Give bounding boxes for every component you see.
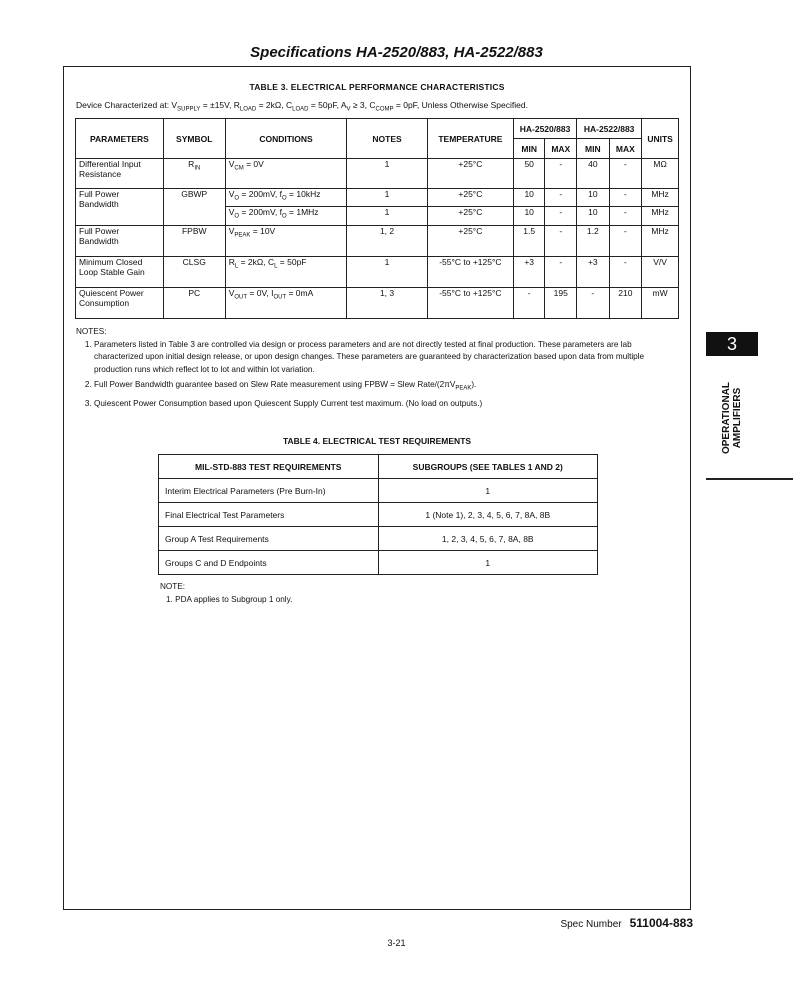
- table-row: [76, 226, 679, 257]
- param-cell: Differential Input Resistance: [76, 159, 164, 189]
- electrical-performance-table: [75, 118, 679, 319]
- temperature-cell: -55°C to +125°C: [427, 257, 513, 288]
- max-cell: -: [545, 257, 577, 288]
- table-row: [76, 189, 679, 207]
- min-cell: 1.2: [577, 226, 609, 257]
- table4-title: TABLE 4. ELECTRICAL TEST REQUIREMENTS: [282, 436, 472, 446]
- requirement-cell: Group A Test Requirements: [159, 527, 379, 551]
- table4-header-row: [159, 455, 598, 479]
- header-parameters: PARAMETERS: [76, 119, 164, 159]
- temperature-cell: +25°C: [427, 159, 513, 189]
- table4-note-heading: NOTE:: [160, 582, 186, 591]
- subgroup-cell: 1 (Note 1), 2, 3, 4, 5, 6, 7, 8A, 8B: [378, 503, 597, 527]
- units-cell: MΩ: [642, 159, 679, 189]
- header-test-requirements: MIL-STD-883 TEST REQUIREMENTS: [159, 455, 379, 479]
- units-cell: MHz: [642, 207, 679, 226]
- symbol-cell: $R_{IN}$: [163, 159, 225, 189]
- max-cell: -: [545, 226, 577, 257]
- max-cell: -: [609, 257, 642, 288]
- section-label-line-2: AMPLIFIERS: [732, 387, 743, 449]
- subgroup-cell: 1: [378, 479, 597, 503]
- notes-cell: 1: [347, 159, 428, 189]
- spec-number: Spec Number 511004-883: [560, 916, 693, 930]
- electrical-test-requirements-table: [158, 454, 598, 575]
- max-cell: 195: [545, 288, 577, 319]
- min-cell: 10: [577, 207, 609, 226]
- max-cell: -: [609, 207, 642, 226]
- max-cell: -: [609, 159, 642, 189]
- temperature-cell: +25°C: [427, 226, 513, 257]
- note-2: 2. Full Power Bandwidth guarantee based on Slew Rate measurement using FPBW = Slew Rate/$(2\pi V_{PEAK})$.: [94, 379, 682, 395]
- min-cell: 10: [513, 207, 545, 226]
- subgroup-cell: 1, 2, 3, 4, 5, 6, 7, 8A, 8B: [378, 527, 597, 551]
- temperature-cell: -55°C to +125°C: [427, 288, 513, 319]
- notes-cell: 1: [347, 189, 428, 207]
- param-cell: Full Power Bandwidth: [76, 189, 164, 226]
- min-cell: 1.5: [513, 226, 545, 257]
- subgroup-cell: 1: [378, 551, 597, 575]
- header-ha2522: HA-2522/883: [577, 119, 642, 139]
- note-1: 1. Parameters listed in Table 3 are controlled via design or process parameters and are not directly tested at final production. These parameters are lab characterized upon initial design release, or upon design changes. These parameters are guaranteed by characterization based upon data from multiple production runs which reflect lot to lot and within lot variation.: [94, 339, 682, 377]
- temperature-cell: +25°C: [427, 207, 513, 226]
- min-cell: 10: [513, 189, 545, 207]
- table-row: [159, 527, 598, 551]
- header-temperature: TEMPERATURE: [427, 119, 513, 159]
- table-row: [76, 159, 679, 189]
- requirement-cell: Final Electrical Test Parameters: [159, 503, 379, 527]
- table-row: [159, 551, 598, 575]
- notes-cell: 1: [347, 257, 428, 288]
- conditions-cell: $V_{PEAK} = 10V$: [225, 226, 347, 257]
- table3-conditions: Device Characterized at: $V_{SUPPLY} = \pm 15V$, $R_{LOAD} = 2k\Omega$, $C_{LOAD} = 50pF$, $A_V \ge 3$, $C_{COMP} = 0pF$, Unless Otherwise Specified.: [76, 100, 528, 113]
- min-cell: +3: [577, 257, 609, 288]
- page-number: 3-21: [387, 938, 406, 948]
- min-cell: 40: [577, 159, 609, 189]
- table-row: [159, 479, 598, 503]
- max-cell: 210: [609, 288, 642, 319]
- max-cell: -: [609, 226, 642, 257]
- header-max-1: MAX: [545, 139, 577, 159]
- min-cell: 10: [577, 189, 609, 207]
- table-row: [76, 257, 679, 288]
- header-symbol: SYMBOL: [163, 119, 225, 159]
- param-cell: Minimum Closed Loop Stable Gain: [76, 257, 164, 288]
- symbol-cell: CLSG: [163, 257, 225, 288]
- header-min-1: MIN: [513, 139, 545, 159]
- header-subgroups: SUBGROUPS (SEE TABLES 1 AND 2): [378, 455, 597, 479]
- min-cell: 50: [513, 159, 545, 189]
- conditions-cell: $V_O = 200mV$, $f_O = 1MHz$: [225, 207, 347, 226]
- section-label-line-1: OPERATIONAL: [721, 381, 732, 455]
- min-cell: -: [577, 288, 609, 319]
- min-cell: -: [513, 288, 545, 319]
- header-notes: NOTES: [347, 119, 428, 159]
- conditions-cell: $V_{OUT} = 0V$, $I_{OUT} = 0mA$: [225, 288, 347, 319]
- requirement-cell: Groups C and D Endpoints: [159, 551, 379, 575]
- table4-note: [160, 580, 292, 606]
- note-3: 3. Quiescent Power Consumption based upon Quiescent Supply Current test maximum. (No load on outputs.): [94, 398, 682, 411]
- max-cell: -: [545, 207, 577, 226]
- conditions-cell: $R_L = 2k\Omega$, $C_L = 50pF$: [225, 257, 347, 288]
- table3-title: TABLE 3. ELECTRICAL PERFORMANCE CHARACTERISTICS: [249, 82, 505, 92]
- section-label-tab: [706, 358, 758, 478]
- units-cell: mW: [642, 288, 679, 319]
- units-cell: MHz: [642, 226, 679, 257]
- requirement-cell: Interim Electrical Parameters (Pre Burn-In): [159, 479, 379, 503]
- table4-note-1: 1. PDA applies to Subgroup 1 only.: [166, 595, 293, 604]
- symbol-cell: FPBW: [163, 226, 225, 257]
- header-min-2: MIN: [577, 139, 609, 159]
- section-tab-divider: [706, 478, 793, 480]
- min-cell: +3: [513, 257, 545, 288]
- header-units: UNITS: [642, 119, 679, 159]
- conditions-cell: $V_O = 200mV$, $f_O = 10kHz$: [225, 189, 347, 207]
- temperature-cell: +25°C: [427, 189, 513, 207]
- header-conditions: CONDITIONS: [225, 119, 347, 159]
- notes-cell: 1: [347, 207, 428, 226]
- table-row: [159, 503, 598, 527]
- notes-heading: NOTES:: [76, 327, 107, 336]
- conditions-cell: $V_{CM} = 0V$: [225, 159, 347, 189]
- table3-header-row-1: [76, 119, 679, 139]
- max-cell: -: [609, 189, 642, 207]
- param-cell: Quiescent Power Consumption: [76, 288, 164, 319]
- notes-cell: 1, 3: [347, 288, 428, 319]
- notes-cell: 1, 2: [347, 226, 428, 257]
- header-max-2: MAX: [609, 139, 642, 159]
- table3-notes: [76, 326, 682, 414]
- table-row: [76, 288, 679, 319]
- units-cell: MHz: [642, 189, 679, 207]
- page-title: Specifications HA-2520/883, HA-2522/883: [250, 44, 543, 61]
- section-number-tab: 3: [706, 332, 758, 356]
- param-cell: Full Power Bandwidth: [76, 226, 164, 257]
- symbol-cell: GBWP: [163, 189, 225, 226]
- max-cell: -: [545, 189, 577, 207]
- symbol-cell: PC: [163, 288, 225, 319]
- header-ha2520: HA-2520/883: [513, 119, 576, 139]
- max-cell: -: [545, 159, 577, 189]
- units-cell: V/V: [642, 257, 679, 288]
